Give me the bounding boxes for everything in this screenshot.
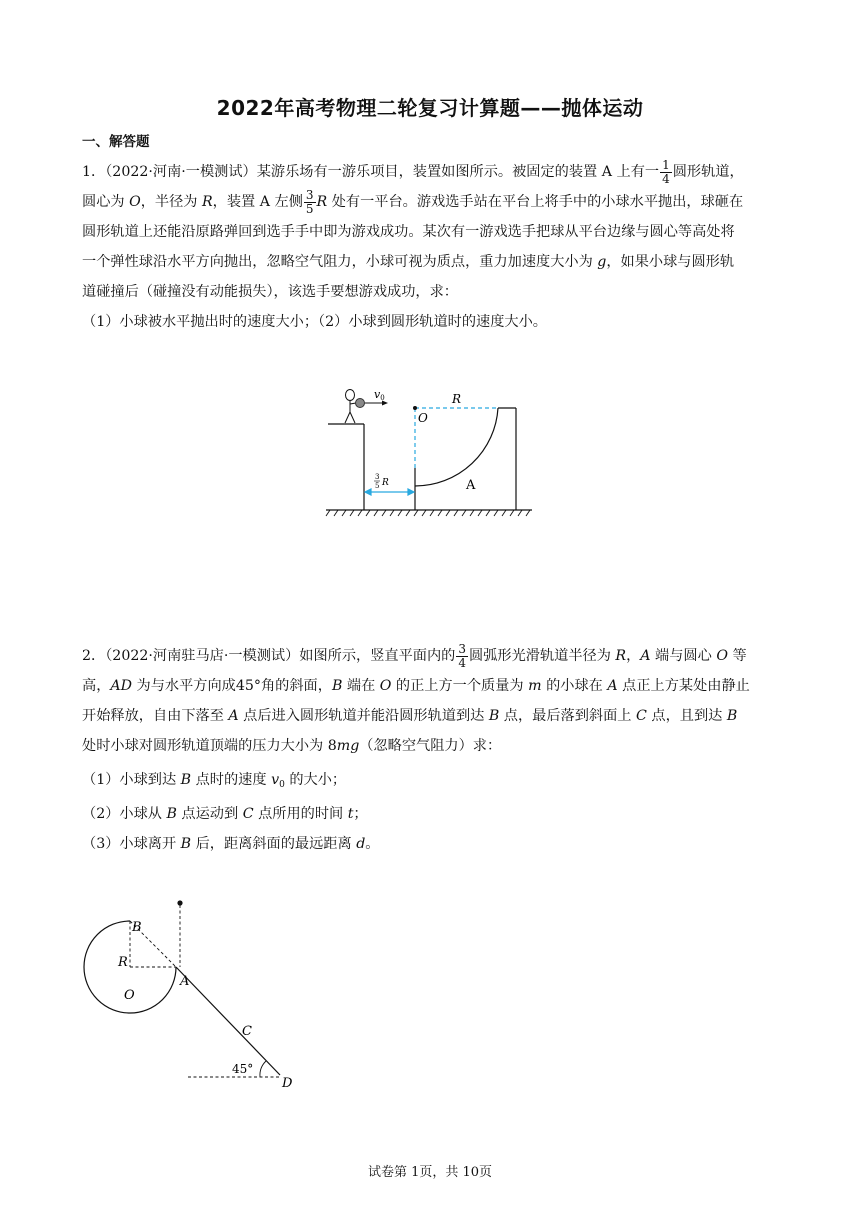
- ball-start-point: [177, 900, 182, 905]
- label-angle: 45°: [232, 1062, 254, 1076]
- fraction-one-quarter: $\frac{1}{4}$: [662, 157, 670, 186]
- page-title: 2022年高考物理二轮复习计算题——抛体运动: [216, 96, 644, 120]
- incline-AD: [176, 967, 280, 1075]
- label-R: R: [118, 955, 128, 970]
- label-D: D: [282, 1076, 293, 1091]
- fraction-three-quarters: $\frac{3}{4}$: [458, 641, 467, 670]
- q1-line-3: 圆形轨道上还能沿原路弹回到选手手中即为游戏成功。某次有一游戏选手把球从平台边缘与圆心等高处将: [82, 224, 735, 240]
- q1-line-2: 圆心为 O，半径为 R，装置 A 左侧 $\frac{3}{5}$ R 处有一平台。游戏选手站在平台上将手中的小球水平抛出，球砸在: [82, 187, 744, 216]
- q1-line-4: 一个弹性球沿水平方向抛出，忽略空气阻力，小球可视为质点，重力加速度大小为 g，如果小球与圆形轨: [82, 254, 735, 270]
- q2-part-1: （1）小球到达 B 点时的速度 $v_0$ 的大小；: [82, 772, 347, 790]
- q2-line-1: 2．（2022·河南驻马店·一模测试）如图所示，竖直平面内的 $\frac{3}{4}$ 圆弧形光滑轨道半径为 R，A 端与圆心 O 等: [82, 641, 747, 670]
- label-O: O: [124, 988, 135, 1003]
- label-A: A: [466, 478, 476, 493]
- center-point-O: [413, 406, 417, 410]
- q2-line-3: 开始释放，自由下落至 A 点后进入圆形轨道并能沿圆形轨道到达 B 点，最后落到斜面上 C 点，且到达 B: [82, 708, 738, 724]
- distance-arrow-left-head: [365, 489, 371, 495]
- label-dist-R: R: [382, 478, 389, 488]
- label-dist-den: 5: [375, 482, 380, 490]
- label-A: A: [180, 974, 190, 989]
- q2-part-2: （2）小球从 B 点运动到 C 点所用的时间 t；: [82, 806, 368, 822]
- label-B: B: [132, 920, 142, 935]
- q2-part-3: （3）小球离开 B 后，距离斜面的最远距离 d。: [82, 836, 380, 852]
- q1-line-1: 1．（2022·河南·一模测试）某游乐场有一游乐项目，装置如图所示。被固定的装置 A 上有一 $\frac{1}{4}$ 圆形轨道，: [82, 157, 744, 186]
- distance-arrow-right-head: [408, 489, 414, 495]
- angle-arc: [260, 1061, 266, 1077]
- fraction-three-fifths: $\frac{3}{5}$: [305, 187, 314, 216]
- ball-icon: [356, 399, 365, 408]
- page-footer: 试卷第 1页，共 10页: [367, 1165, 493, 1180]
- ground-hatching: [326, 510, 530, 516]
- figure-2-diagram: [80, 893, 310, 1093]
- label-C: C: [242, 1024, 252, 1039]
- label-v0: v0: [374, 388, 385, 402]
- q2-line-4: 处时小球对圆形轨道顶端的压力大小为 8mg（忽略空气阻力）求：: [82, 738, 502, 754]
- label-dist-num: 3: [375, 473, 380, 481]
- label-R: R: [452, 392, 462, 406]
- q1-line-6: （1）小球被水平抛出时的速度大小；（2）小球到圆形轨道时的速度大小。: [82, 314, 547, 330]
- question-1-text: [82, 157, 782, 337]
- q1-line-5: 道碰撞后（碰撞没有动能损失），该选手要想游戏成功，求：: [82, 284, 458, 300]
- figure-1-diagram: [320, 382, 540, 522]
- player-figure-icon: [345, 390, 356, 424]
- question-2-text: [82, 641, 782, 859]
- section-heading: 一、解答题: [82, 134, 150, 150]
- label-O: O: [418, 411, 428, 425]
- q2-line-2: 高，AD 为与水平方向成45°角的斜面，B 端在 O 的正上方一个质量为 m 的小球在 A 点正上方某处由静止: [82, 678, 750, 694]
